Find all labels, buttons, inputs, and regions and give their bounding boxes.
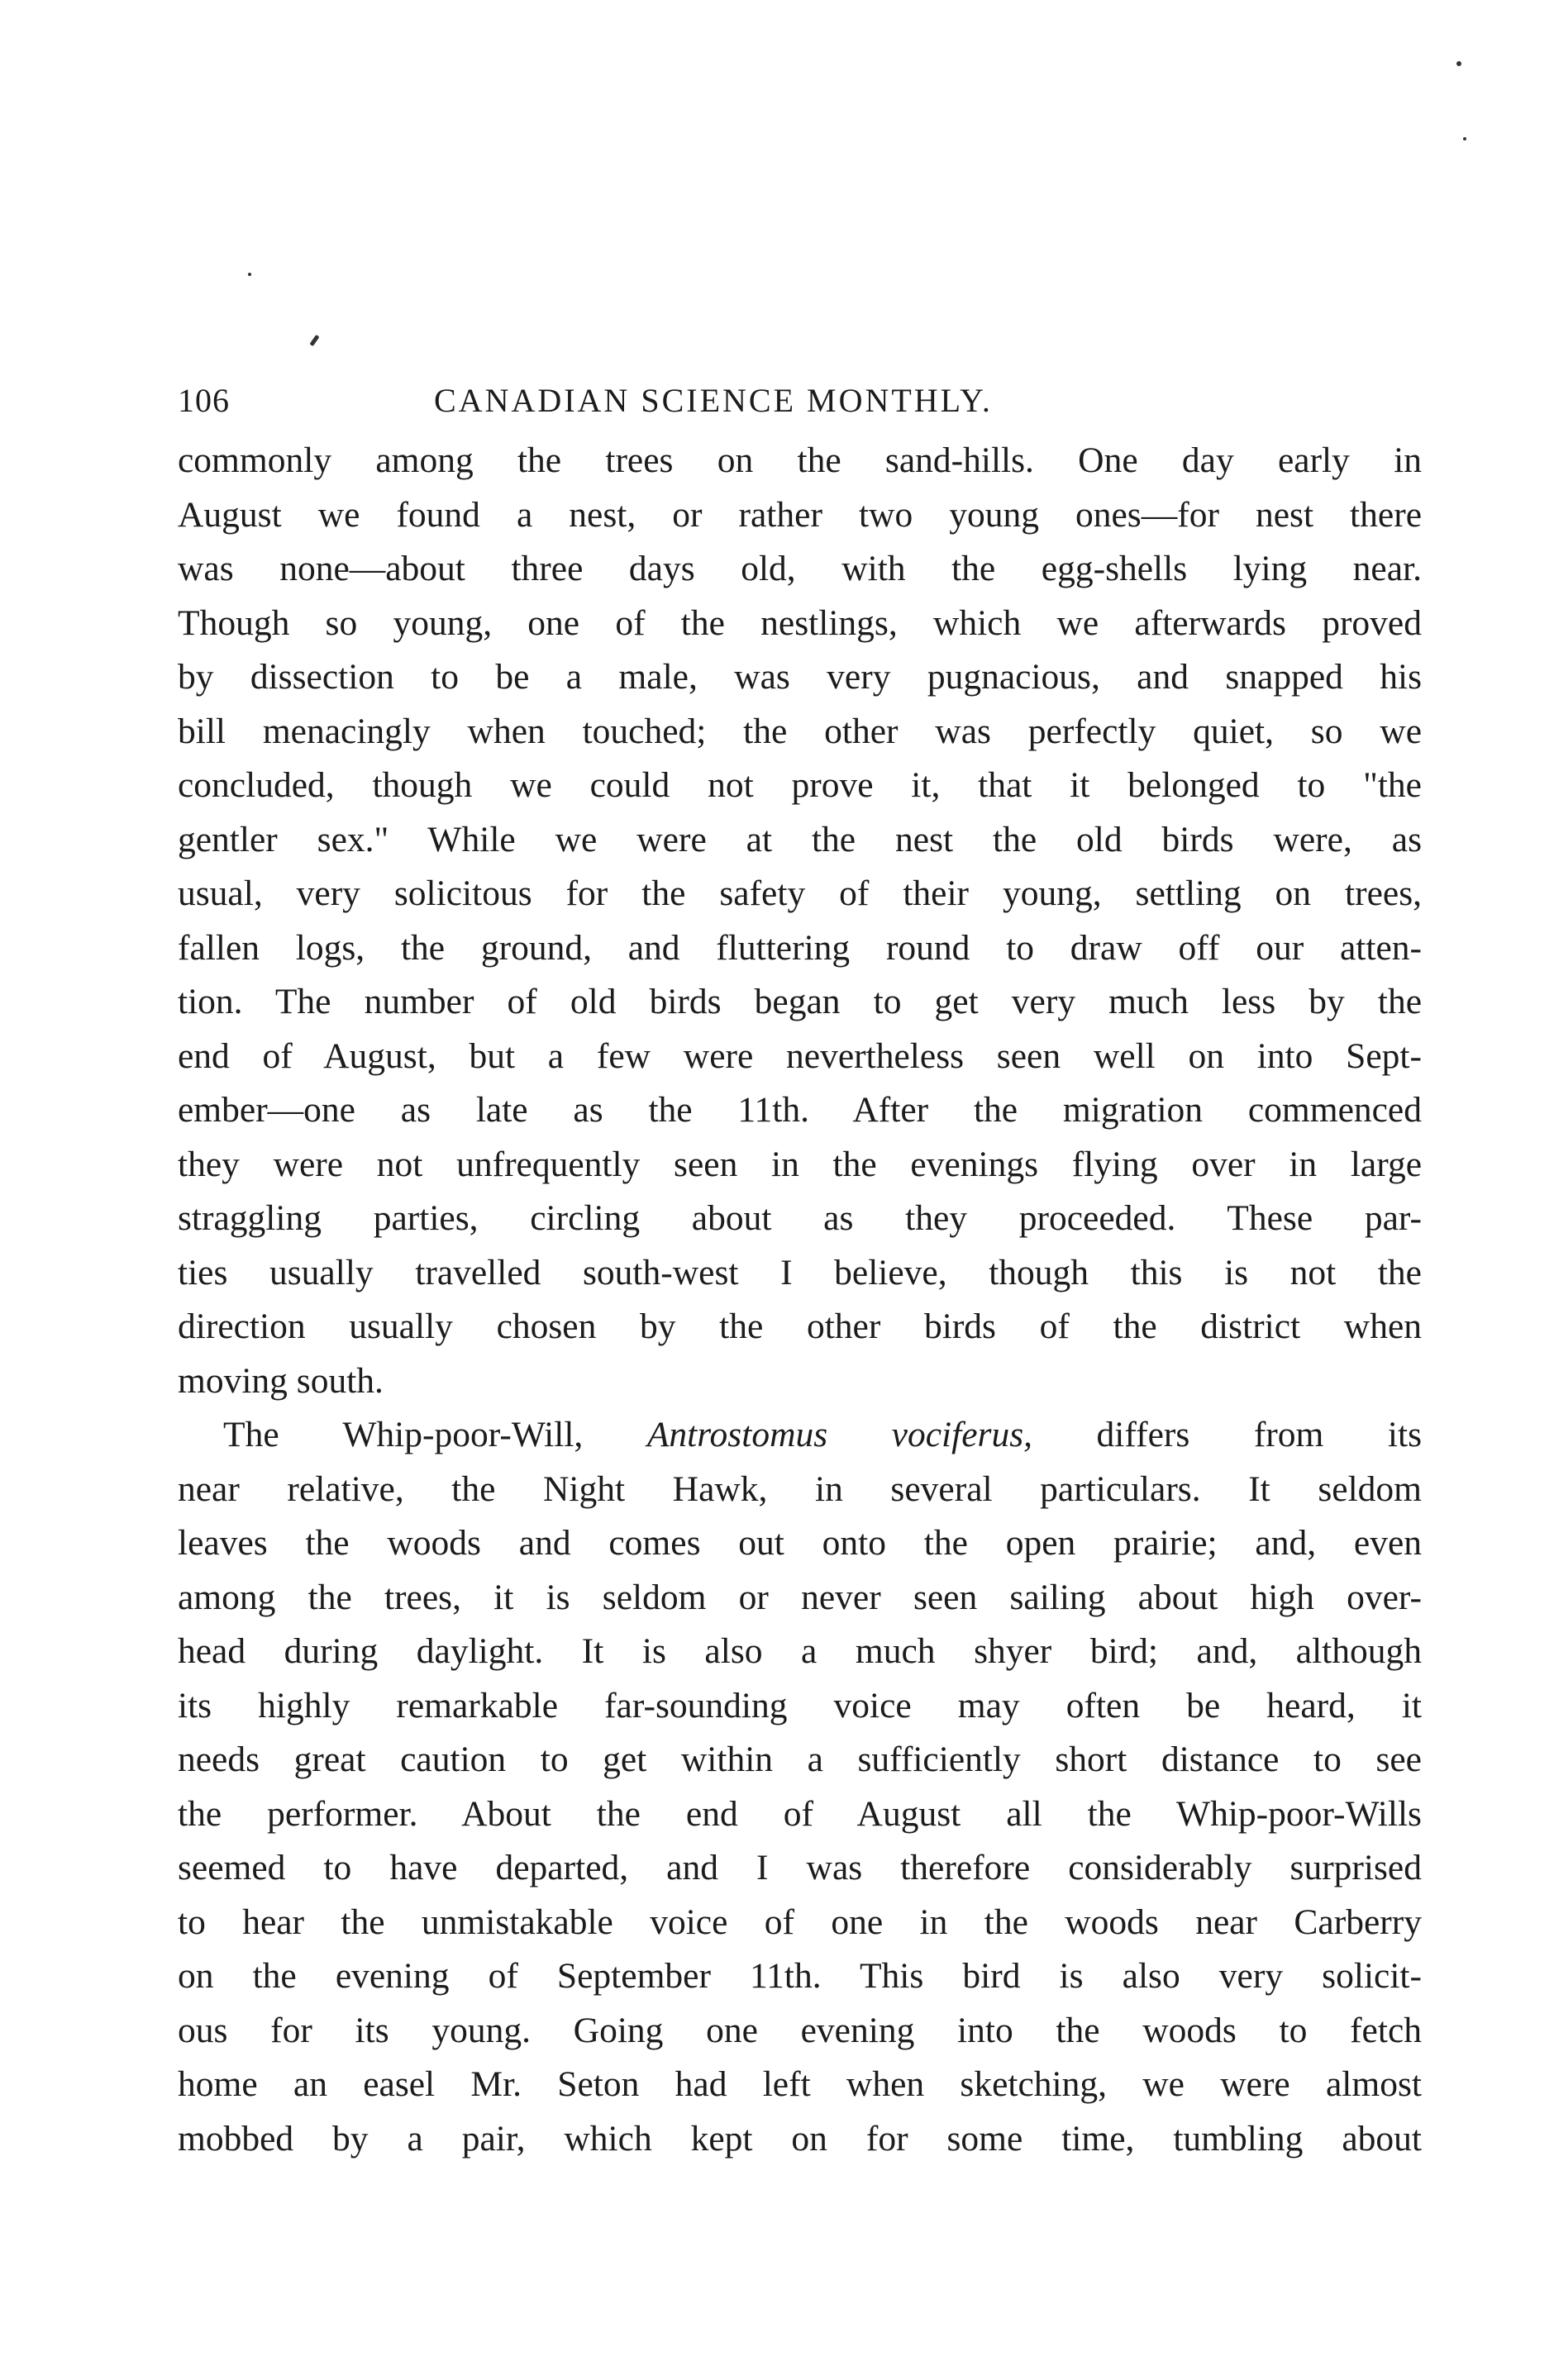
text-line: ember—one as late as the 11th. After the migration commenced: [178, 1090, 1422, 1130]
paragraph-night-hawk: [178, 434, 1422, 1408]
species-name: Antrostomus vociferus,: [646, 1415, 1033, 1454]
book-page: [178, 376, 1422, 2166]
text-line: usual, very solicitous for the safety of their young, settling on trees,: [178, 873, 1422, 913]
page-number: 106: [178, 382, 230, 419]
text-line: on the evening of September 11th. This bird is also very solicit-: [178, 1956, 1422, 1996]
text-line: end of August, but a few were nevertheless seen well on into Sept-: [178, 1035, 1422, 1076]
scan-speck: [1456, 61, 1461, 66]
text-line: moving south.: [178, 1360, 384, 1401]
scan-speck: [248, 273, 251, 276]
text-line: straggling parties, circling about as they proceeded. These par-: [178, 1198, 1422, 1238]
text-line-first: [178, 1408, 1422, 1463]
text-line: they were not unfrequently seen in the evenings flying over in large: [178, 1144, 1422, 1184]
running-head: [178, 376, 1422, 434]
text-line: August we found a nest, or rather two young ones—for nest there: [178, 494, 1422, 535]
text-line: leaves the woods and comes out onto the open prairie; and, even: [178, 1523, 1422, 1563]
text-line: needs great caution to get within a sufficiently short distance to see: [178, 1740, 1422, 1779]
text-line: mobbed by a pair, which kept on for some time, tumbling about: [178, 2118, 1422, 2159]
journal-title: CANADIAN SCIENCE MONTHLY.: [434, 382, 993, 419]
text-line: among the trees, it is seldom or never seen sailing about high over-: [178, 1577, 1422, 1617]
text-line: commonly among the trees on the sand-hills. One day early in: [178, 440, 1422, 480]
scan-speck: [309, 335, 319, 346]
text-line: Though so young, one of the nestlings, which we afterwards proved: [178, 602, 1422, 643]
text-line: concluded, though we could not prove it, that it belonged to "the: [178, 765, 1422, 805]
text-line: ties usually travelled south-west I believe, though this is not the: [178, 1252, 1422, 1292]
text-line: direction usually chosen by the other birds of the district when: [178, 1307, 1422, 1346]
text-line: was none—about three days old, with the egg-shells lying near.: [178, 549, 1422, 588]
text-line: gentler sex." While we were at the nest the old birds were, as: [178, 819, 1422, 859]
body-text: [178, 434, 1422, 2166]
text-line: the performer. About the end of August all the Whip-poor-Wills: [178, 1793, 1422, 1834]
text-line: head during daylight. It is also a much shyer bird; and, although: [178, 1631, 1422, 1671]
text-segment: The Whip-poor-Will,: [223, 1415, 584, 1454]
text-line: by dissection to be a male, was very pugnacious, and snapped his: [178, 657, 1422, 697]
paragraph-whip-poor-will: [178, 1408, 1422, 2166]
text-line: fallen logs, the ground, and fluttering round to draw off our atten-: [178, 927, 1422, 968]
text-line: near relative, the Night Hawk, in several particulars. It seldom: [178, 1468, 1422, 1509]
text-line: tion. The number of old birds began to get very much less by the: [178, 982, 1422, 1021]
text-line: its highly remarkable far-sounding voice may often be heard, it: [178, 1685, 1422, 1726]
text-line: bill menacingly when touched; the other was perfectly quiet, so we: [178, 711, 1422, 751]
text-line: seemed to have departed, and I was therefore considerably surprised: [178, 1848, 1422, 1887]
text-line: ous for its young. Going one evening into the woods to fetch: [178, 2010, 1422, 2050]
scan-speck: [1463, 137, 1466, 140]
text-line: home an easel Mr. Seton had left when sketching, we were almost: [178, 2064, 1422, 2104]
text-segment: differs from its: [1096, 1415, 1422, 1454]
text-line: to hear the unmistakable voice of one in the woods near Carberry: [178, 1902, 1422, 1942]
